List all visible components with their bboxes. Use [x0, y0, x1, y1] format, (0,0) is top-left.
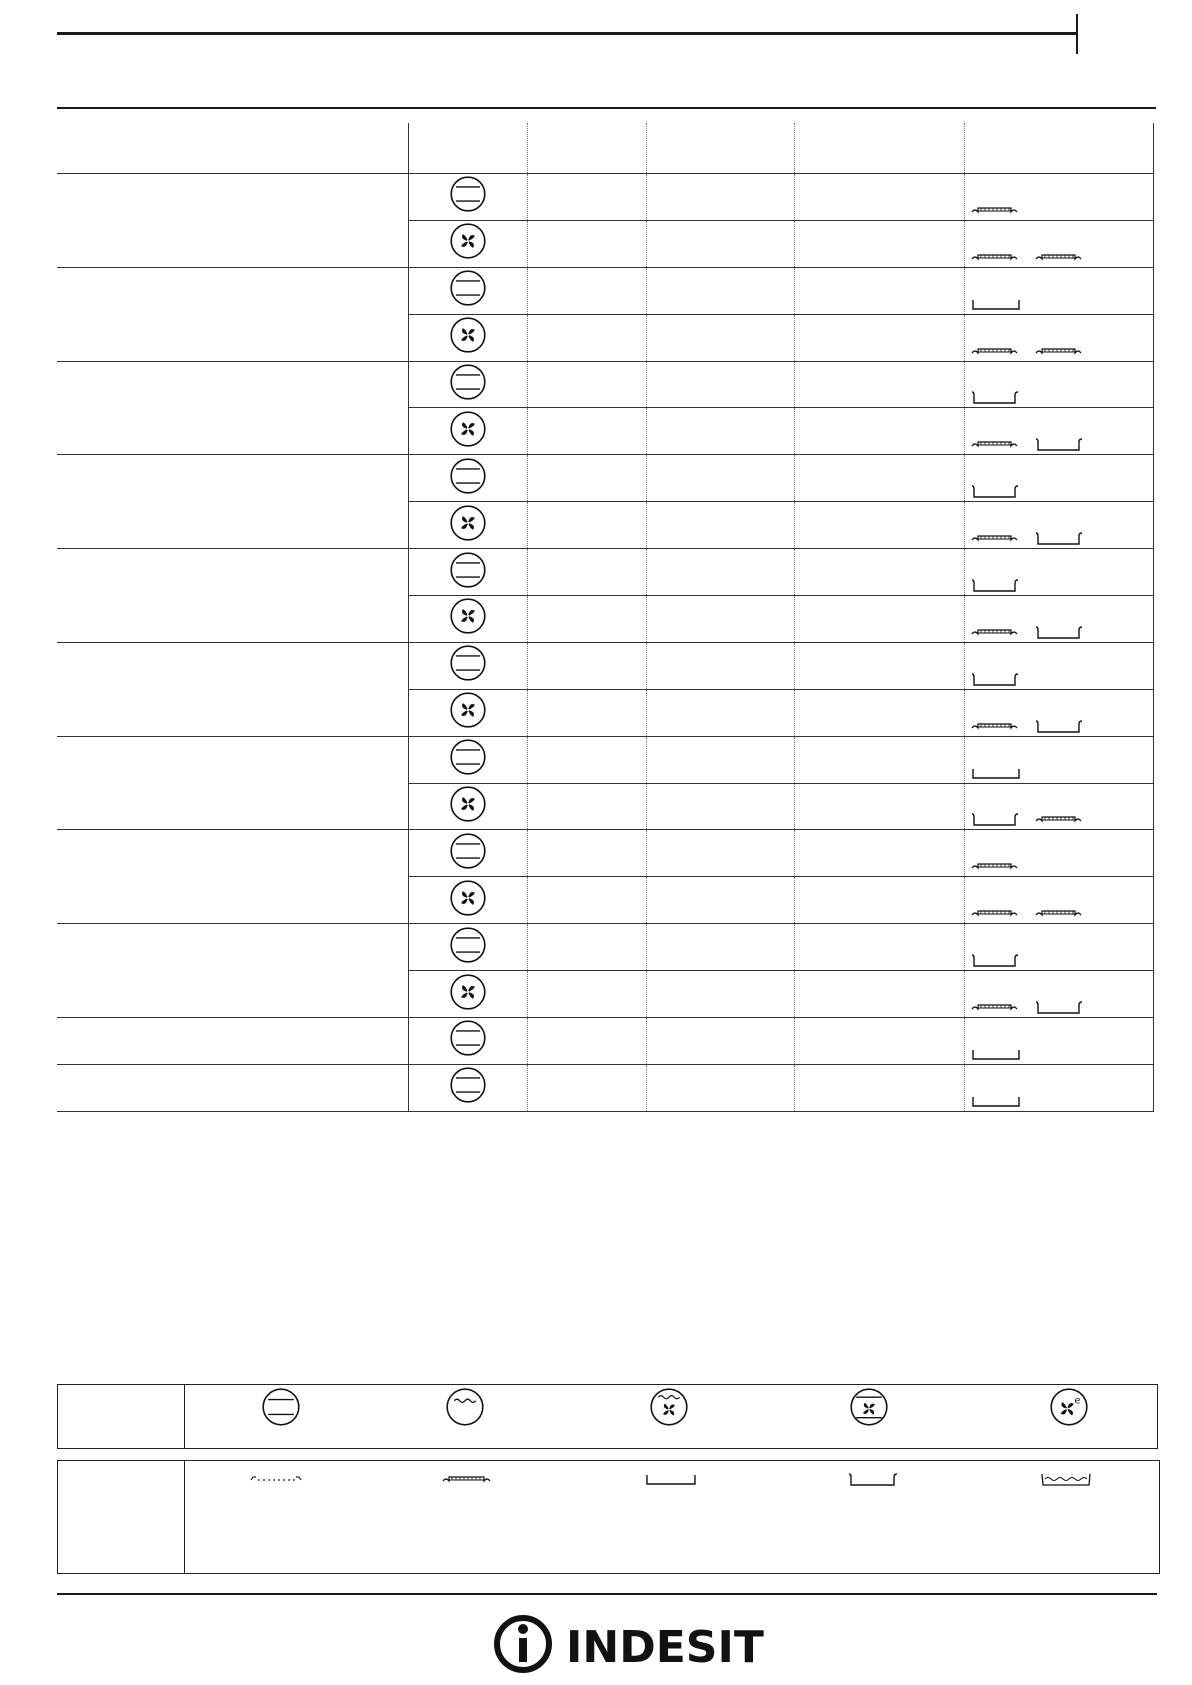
food-cell	[57, 924, 408, 1018]
function-cell	[408, 971, 527, 1018]
table-row	[57, 267, 1153, 314]
preheat-cell	[527, 174, 646, 221]
header-tick	[1076, 14, 1078, 54]
accessory-cell	[964, 1018, 1153, 1065]
level-cell	[646, 971, 794, 1018]
static-oven-icon	[450, 575, 486, 592]
section-rule	[57, 107, 1156, 109]
deep-dripping-pan-icon	[848, 1472, 900, 1491]
table-row	[57, 830, 1153, 877]
preheat-cell	[527, 1064, 646, 1111]
preheat-cell	[527, 689, 646, 736]
table-row	[57, 361, 1153, 408]
temperature-cell	[794, 689, 964, 736]
preheat-cell	[527, 267, 646, 314]
static-oven-icon	[450, 387, 486, 404]
header-rule	[57, 32, 1077, 35]
functions-legend-frame	[57, 1384, 1158, 1449]
preheat-cell	[527, 642, 646, 689]
accessory-cell	[964, 314, 1153, 361]
accessories-legend-label-cell	[58, 1461, 185, 1573]
table-row	[57, 736, 1153, 783]
temperature-cell	[794, 267, 964, 314]
multi-cooking-icon	[650, 1388, 688, 1431]
function-cell	[408, 549, 527, 596]
cooking-table	[57, 123, 1154, 1112]
fan-oven-icon	[450, 621, 486, 638]
level-cell	[646, 314, 794, 361]
fan-oven-icon	[450, 246, 486, 263]
temperature-cell	[794, 502, 964, 549]
static-oven-icon	[450, 762, 486, 779]
fan-oven-icon	[450, 434, 486, 451]
temperature-cell	[794, 830, 964, 877]
temperature-cell	[794, 1018, 964, 1065]
level-cell	[646, 642, 794, 689]
static-oven-icon	[450, 481, 486, 498]
brand-name: INDESIT	[566, 1622, 764, 1673]
preheat-cell	[527, 361, 646, 408]
accessory-cell	[964, 1064, 1153, 1111]
temperature-cell	[794, 924, 964, 971]
static-oven-icon	[450, 293, 486, 310]
accessory-cell	[964, 502, 1153, 549]
level-cell	[646, 1018, 794, 1065]
function-cell	[408, 1018, 527, 1065]
preheat-cell	[527, 502, 646, 549]
level-cell	[646, 174, 794, 221]
accessory-cell	[964, 783, 1153, 830]
level-cell	[646, 455, 794, 502]
preheat-cell	[527, 783, 646, 830]
function-cell	[408, 408, 527, 455]
accessory-cell	[964, 596, 1153, 643]
food-cell	[57, 549, 408, 643]
fan-oven-icon	[450, 997, 486, 1014]
fan-oven-icon	[450, 340, 486, 357]
temperature-cell	[794, 549, 964, 596]
temperature-cell	[794, 174, 964, 221]
function-cell	[408, 220, 527, 267]
accessories-legend-frame	[57, 1460, 1160, 1574]
level-cell	[646, 267, 794, 314]
food-cell	[57, 174, 408, 268]
level-cell	[646, 830, 794, 877]
temperature-cell	[794, 314, 964, 361]
food-cell	[57, 267, 408, 361]
temperature-cell	[794, 971, 964, 1018]
food-cell	[57, 1018, 408, 1065]
table-row	[57, 174, 1153, 221]
accessory-cell	[964, 877, 1153, 924]
preheat-cell	[527, 877, 646, 924]
function-cell	[408, 596, 527, 643]
accessory-cell	[964, 924, 1153, 971]
temperature-cell	[794, 1064, 964, 1111]
header-cell-time	[964, 123, 1153, 174]
accessory-cell	[964, 689, 1153, 736]
header-cell-preheat	[527, 123, 646, 174]
preheat-cell	[527, 971, 646, 1018]
accessory-cell	[964, 642, 1153, 689]
preheat-cell	[527, 830, 646, 877]
static-oven-icon	[450, 199, 486, 216]
fan-oven-icon	[450, 715, 486, 732]
level-cell	[646, 220, 794, 267]
level-cell	[646, 361, 794, 408]
food-cell	[57, 642, 408, 736]
temperature-cell	[794, 783, 964, 830]
static-oven-icon	[450, 668, 486, 685]
accessory-cell	[964, 971, 1153, 1018]
header-cell-temperature	[794, 123, 964, 174]
svg-text:e: e	[1074, 1395, 1081, 1407]
function-cell	[408, 1064, 527, 1111]
preheat-cell	[527, 596, 646, 643]
function-cell	[408, 174, 527, 221]
accessory-cell	[964, 736, 1153, 783]
preheat-cell	[527, 924, 646, 971]
accessory-cell	[964, 408, 1153, 455]
function-cell	[408, 502, 527, 549]
eco-fan-icon	[1050, 1388, 1088, 1431]
function-cell	[408, 877, 527, 924]
preheat-cell	[527, 549, 646, 596]
static-oven-icon	[450, 856, 486, 873]
flat-baking-tray-icon	[645, 1472, 697, 1491]
temperature-cell	[794, 596, 964, 643]
level-cell	[646, 549, 794, 596]
food-cell	[57, 361, 408, 455]
fan-oven-icon	[450, 528, 486, 545]
temperature-cell	[794, 455, 964, 502]
food-cell	[57, 736, 408, 830]
table-row	[57, 455, 1153, 502]
function-cell	[408, 924, 527, 971]
temperature-cell	[794, 877, 964, 924]
table-row	[57, 1018, 1153, 1065]
food-cell	[57, 455, 408, 549]
accessory-cell	[964, 174, 1153, 221]
static-oven-icon	[450, 1043, 486, 1060]
preheat-cell	[527, 455, 646, 502]
water-pan-icon	[1040, 1472, 1092, 1491]
preheat-cell	[527, 314, 646, 361]
function-cell	[408, 455, 527, 502]
temperature-cell	[794, 408, 964, 455]
accessory-cell	[964, 361, 1153, 408]
preheat-cell	[527, 1018, 646, 1065]
preheat-cell	[527, 736, 646, 783]
function-cell	[408, 689, 527, 736]
preheat-cell	[527, 220, 646, 267]
header-cell-level	[646, 123, 794, 174]
static-oven-icon	[450, 1090, 486, 1107]
level-cell	[646, 689, 794, 736]
table-row	[57, 924, 1153, 971]
temperature-cell	[794, 361, 964, 408]
level-cell	[646, 783, 794, 830]
fan-oven-icon	[450, 903, 486, 920]
function-cell	[408, 830, 527, 877]
function-cell	[408, 642, 527, 689]
header-cell-food	[57, 123, 408, 174]
table-row	[57, 642, 1153, 689]
temperature-cell	[794, 736, 964, 783]
table-header-row	[57, 123, 1153, 174]
static-oven-icon	[450, 950, 486, 967]
food-cell	[57, 1064, 408, 1111]
food-cell	[57, 830, 408, 924]
level-cell	[646, 877, 794, 924]
wire-shelf-icon	[250, 1472, 302, 1491]
function-cell	[408, 736, 527, 783]
level-cell	[646, 924, 794, 971]
level-cell	[646, 408, 794, 455]
accessory-cell	[964, 455, 1153, 502]
accessory-cell	[964, 267, 1153, 314]
functions-legend-label-cell	[58, 1385, 185, 1448]
bottom-fan-oven-icon	[850, 1388, 888, 1431]
function-cell	[408, 267, 527, 314]
table-row	[57, 549, 1153, 596]
top-oven-icon	[446, 1388, 484, 1431]
accessory-cell	[964, 830, 1153, 877]
accessory-cell	[964, 549, 1153, 596]
temperature-cell	[794, 220, 964, 267]
function-cell	[408, 783, 527, 830]
accessory-cell	[964, 220, 1153, 267]
level-cell	[646, 1064, 794, 1111]
grill-tray-icon	[442, 1472, 494, 1491]
footer-rule	[57, 1593, 1157, 1595]
level-cell	[646, 596, 794, 643]
table-row	[57, 1064, 1153, 1111]
level-cell	[646, 736, 794, 783]
temperature-cell	[794, 642, 964, 689]
function-cell	[408, 314, 527, 361]
header-cell-function	[408, 123, 527, 174]
fan-oven-icon	[450, 809, 486, 826]
function-cell	[408, 361, 527, 408]
preheat-cell	[527, 408, 646, 455]
level-cell	[646, 502, 794, 549]
static-oven-icon	[262, 1388, 300, 1431]
